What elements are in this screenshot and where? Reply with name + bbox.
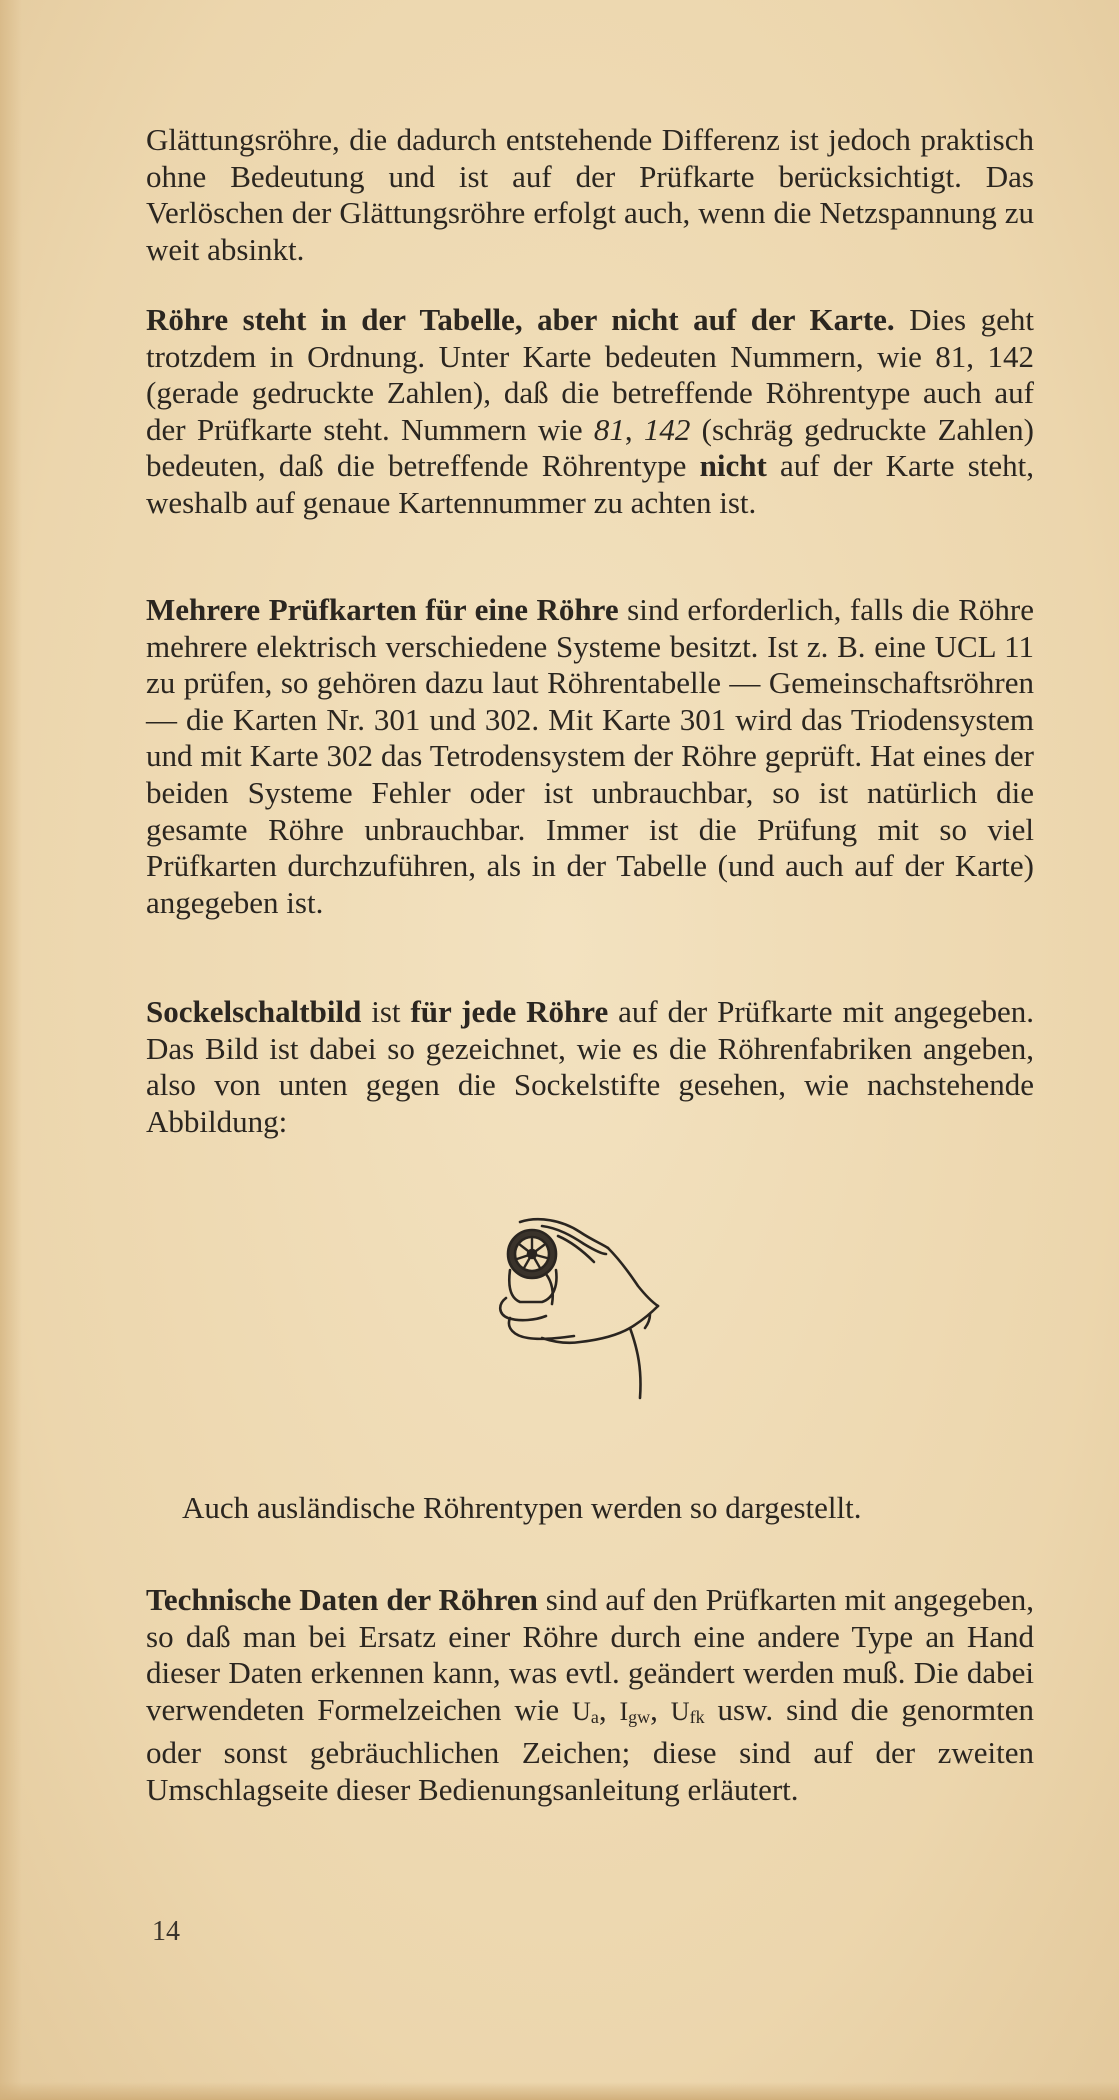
- paragraph-text: Auch ausländische Röhrentypen werden so dargestellt.: [182, 1490, 862, 1525]
- paragraph-heading: für jede Röhre: [410, 994, 609, 1029]
- paragraph-text: ,: [650, 1691, 671, 1727]
- paragraph-mehrere-pruefkarten: [146, 592, 1034, 921]
- paragraph-heading: Technische Daten der Röhren: [146, 1582, 538, 1617]
- paragraph-text: (schräg gedruckte Zahlen) bedeuten, daß die betreffende Röhrentype: [146, 411, 1034, 484]
- symbol-subscript: gw: [628, 1706, 651, 1727]
- paragraph-text: ist: [361, 994, 411, 1029]
- page-edge-left: [0, 0, 22, 2100]
- hand-holding-tube-socket-icon: [480, 1210, 700, 1410]
- paragraph-text: Glättungsröhre, die dadurch entstehende Differenz ist jedoch praktisch ohne Bedeutung und ist auf der Prüfkarte berücksichtigt. Das Verlöschen der Glättungsröhre erfolgt auch, wenn die Netzspannung zu weit absinkt.: [146, 122, 1034, 267]
- paragraph-auslaendische-roehren: [182, 1490, 1034, 1527]
- paragraph-text: auf der Prüfkarte mit angegeben. Das Bild ist dabei so gezeichnet, wie es die Röhrenfabriken angeben, also von unten gegen die Sockelstifte gesehen, wie nachstehende Abbildung:: [146, 994, 1034, 1139]
- paragraph-text: usw. sind die genormten oder sonst gebräuchlichen Zeichen; diese sind auf der zweiten Umschlagseite dieser Bedienungsanleitung erläutert.: [146, 1691, 1034, 1807]
- page-number: 14: [152, 1916, 180, 1947]
- italic-number: 81: [593, 411, 625, 447]
- paragraph-text: ,: [624, 411, 644, 447]
- paragraph-technische-daten: [146, 1582, 1034, 1809]
- paragraph-heading: Röhre steht in der Tabelle, aber nicht auf der Karte.: [146, 302, 895, 337]
- paragraph-text: ,: [598, 1691, 620, 1727]
- formula-symbol: [671, 1697, 705, 1726]
- paragraph-sockelschaltbild: [146, 994, 1034, 1140]
- italic-number: 142: [643, 411, 691, 447]
- paragraph-text: auf der Karte steht, weshalb auf genaue Kartennummer zu achten ist.: [146, 448, 1034, 520]
- paragraph-roehre-in-tabelle: [146, 302, 1034, 522]
- page-edge-bottom: [0, 2082, 1119, 2100]
- symbol-letter: U: [670, 1696, 690, 1726]
- paragraph-heading: Sockelschaltbild: [146, 994, 362, 1029]
- symbol-letter: I: [619, 1696, 629, 1726]
- paragraph-text: Dies geht trotzdem in Ordnung. Unter Karte bedeuten Nummern, wie 81, 142 (gerade gedruckte Zahlen), daß die betreffende Röhrentype auch auf der Prüfkarte steht. Nummern wie: [146, 302, 1034, 447]
- symbol-letter: U: [572, 1696, 591, 1726]
- formula-symbol: [572, 1697, 599, 1726]
- paragraph-text: sind auf den Prüfkarten mit angegeben, so daß man bei Ersatz einer Röhre durch eine andere Type an Hand dieser Daten erkennen kann, was evtl. geändert werden muß. Die dabei verwendeten Formelzeichen wie: [146, 1582, 1034, 1727]
- symbol-subscript: fk: [689, 1706, 705, 1727]
- paragraph-glaettungsroehre: [146, 122, 1034, 268]
- paragraph-text: sind erforderlich, falls die Röhre mehrere elektrisch verschiedene Systeme besitzt. Ist z. B. eine UCL 11 zu prüfen, so gehören dazu laut Röhrentabelle — Gemeinschaftsröhren — die Karten Nr. 301 und 302. Mit Karte 301 wird das Triodensystem und mit Karte 302 das Tetrodensystem der Röhre geprüft. Hat eines der beiden Systeme Fehler oder ist unbrauchbar, so ist natürlich die gesamte Röhre unbrauchbar. Immer ist die Prüfung mit so viel Prüfkarten durchzuführen, als in der Tabelle (und auch auf der Karte) angegeben ist.: [146, 592, 1034, 920]
- formula-symbol: [619, 1697, 650, 1726]
- symbol-subscript: a: [590, 1706, 599, 1727]
- emphasis-word: nicht: [699, 448, 767, 484]
- paragraph-heading: Mehrere Prüfkarten für eine Röhre: [146, 592, 619, 627]
